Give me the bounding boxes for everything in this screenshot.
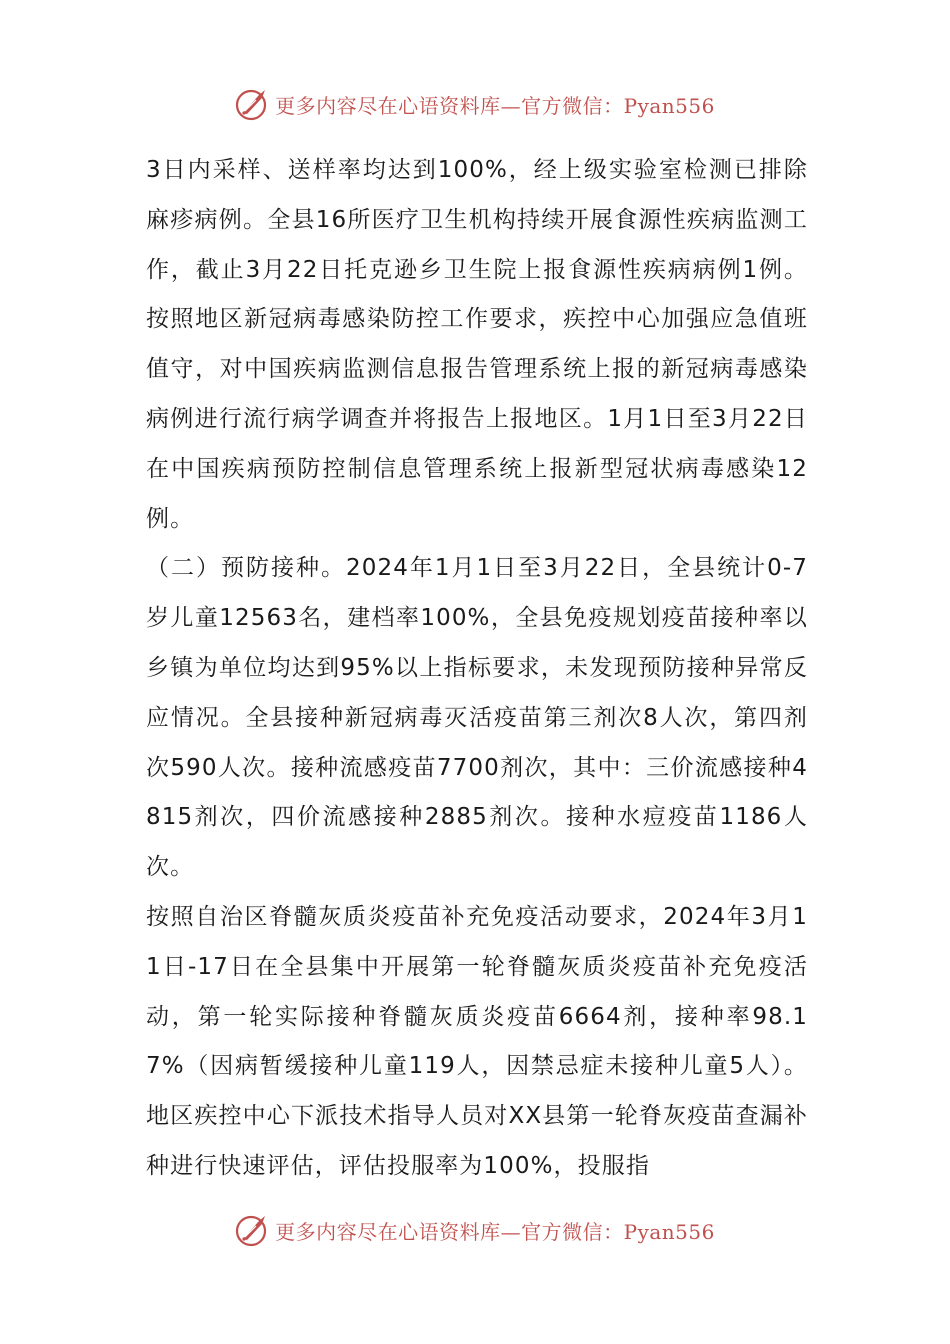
header-banner <box>0 84 950 124</box>
footer-banner <box>0 1210 950 1250</box>
paragraph-3: 按照自治区脊髓灰质炎疫苗补充免疫活动要求，2024年3月11日-17日在全县集中开展第一轮脊髓灰质炎疫苗补充免疫活动，第一轮实际接种脊髓灰质炎疫苗6664剂，接种率98.17%（因病暂缓接种儿童119人，因禁忌症未接种儿童5人）。地区疾控中心下派技术指导人员对XX县第一轮脊灰疫苗查漏补种进行快速评估，评估投服率为100%，投服指 <box>146 903 808 1179</box>
document-body <box>146 146 808 1192</box>
paragraph-2: （二）预防接种。2024年1月1日至3月22日，全县统计0-7岁儿童12563名，建档率100%，全县免疫规划疫苗接种率以乡镇为单位均达到95%以上指标要求，未发现预防接种异常反应情况。全县接种新冠病毒灭活疫苗第三剂次8人次，第四剂次590人次。接种流感疫苗7700剂次，其中：三价流感接种4815剂次，四价流感接种2885剂次。接种水痘疫苗1186人次。 <box>146 555 808 881</box>
footer-banner-text: 更多内容尽在心语资料库—官方微信：Pyan556 <box>275 1219 715 1244</box>
paragraph-1: 3日内采样、送样率均达到100%，经上级实验室检测已排除麻疹病例。全县16所医疗卫生机构持续开展食源性疾病监测工作，截止3月22日托克逊乡卫生院上报食源性疾病病例1例。按照地区新冠病毒感染防控工作要求，疾控中心加强应急值班值守，对中国疾病监测信息报告管理系统上报的新冠病毒感染病例进行流行病学调查并将报告上报地区。1月1日至3月22日在中国疾病预防控制信息管理系统上报新型冠状病毒感染12例。 <box>146 157 808 532</box>
pen-nib-logo-icon <box>235 1212 271 1248</box>
pen-nib-logo-icon <box>235 86 271 122</box>
header-banner-text: 更多内容尽在心语资料库—官方微信：Pyan556 <box>275 93 715 118</box>
